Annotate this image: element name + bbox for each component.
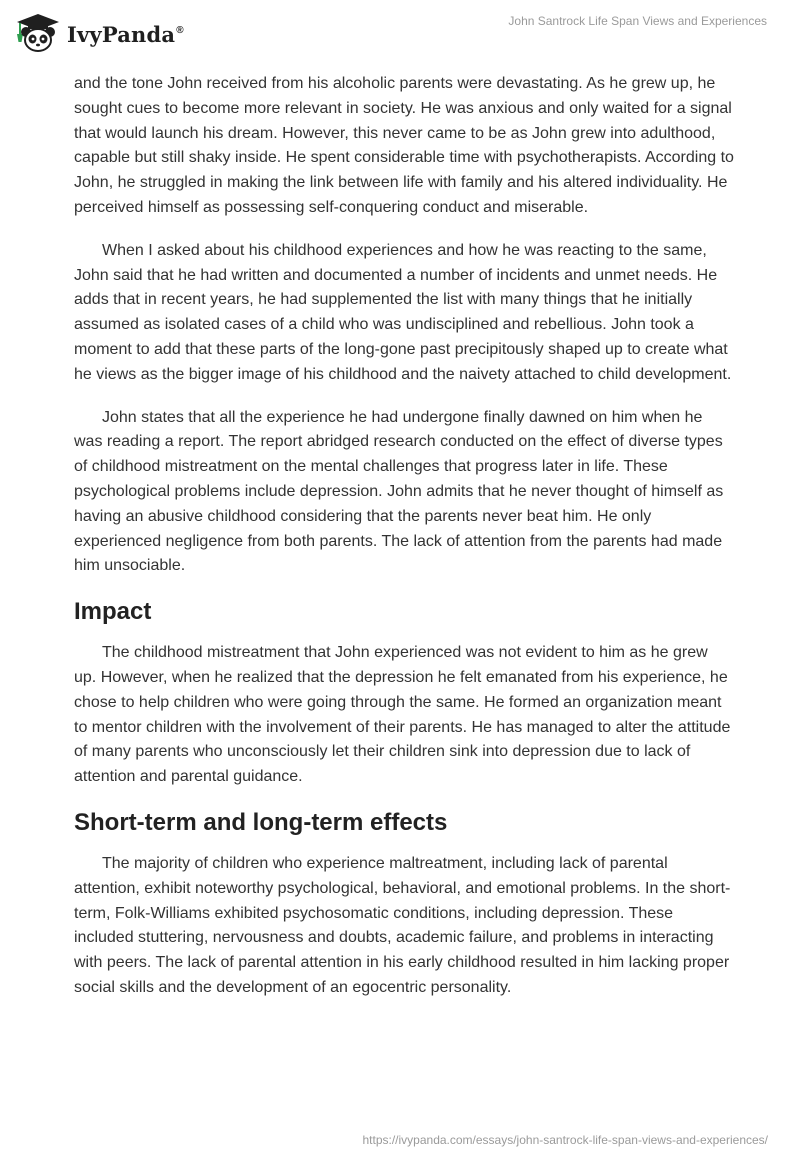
paragraph-3: John states that all the experience he had undergone finally dawned on him when he was reading a report. The report abridged research conducted on the effect of diverse types of childhood mistreatment on the mental challenges that progress later in life. These psychological problems include depression. John admits that he never thought of himself as having an abusive childhood considering that the parents never beat him. He only experienced negligence from both parents. The lack of attention from the parents had made him unsociable.	[74, 408, 724, 575]
paragraph-1: and the tone John received from his alcoholic parents were devastating. As he grew up, he sought cues to become more relevant in society. He was anxious and only waited for a signal that would launch his dream. However, this never came to be as John grew into adulthood, capable but still shaky inside. He spent considerable time with psychotherapists. According to John, he struggled in making the link between life with family and his altered individuality. He perceived himself as possessing self-conquering conduct and miserable.	[74, 75, 734, 216]
panda-graduate-icon	[14, 12, 62, 54]
logo-wordmark: IvyPanda®	[67, 21, 184, 47]
page-header	[0, 0, 800, 70]
ivypanda-logo[interactable]	[14, 8, 184, 58]
heading-effects: Short-term and long-term effects	[74, 808, 448, 836]
paragraph-4: The childhood mistreatment that John experienced was not evident to him as he grew up. However, when he realized that the depression he felt emanated from his experience, he chose to help children who were going through the same. He formed an organization meant to mentor children with the involvement of their parents. He has managed to alter the attitude of many parents who unconsciously let their children sink into depression due to lack of attention and parental guidance.	[74, 644, 731, 786]
paragraph-2: When I asked about his childhood experiences and how he was reacting to the same, John said that he had written and documented a number of incidents and unmet needs. He adds that in recent years, he had supplemented the list with many things that he initially assumed as isolated cases of a child who was undisciplined and rebellious. John took a moment to add that these parts of the long-gone past precipitously shaped up to create what he views as the bigger image of his childhood and the naivety attached to child development.	[74, 241, 732, 383]
document-title: John Santrock Life Span Views and Experiences	[508, 14, 767, 28]
heading-impact: Impact	[74, 598, 152, 626]
essay-content	[74, 72, 734, 1019]
source-url[interactable]: https://ivypanda.com/essays/john-santrock-life-span-views-and-experiences/	[362, 1133, 768, 1147]
paragraph-5: The majority of children who experience maltreatment, including lack of parental attention, exhibit noteworthy psychological, behavioral, and emotional problems. In the short-term, Folk-Williams exhibited psychosomatic conditions, including depression. These included stuttering, nervousness and doubts, academic failure, and problems in interacting with peers. The lack of parental attention in his early childhood resulted in him lacking proper social skills and the development of an egocentric personality.	[74, 854, 731, 996]
